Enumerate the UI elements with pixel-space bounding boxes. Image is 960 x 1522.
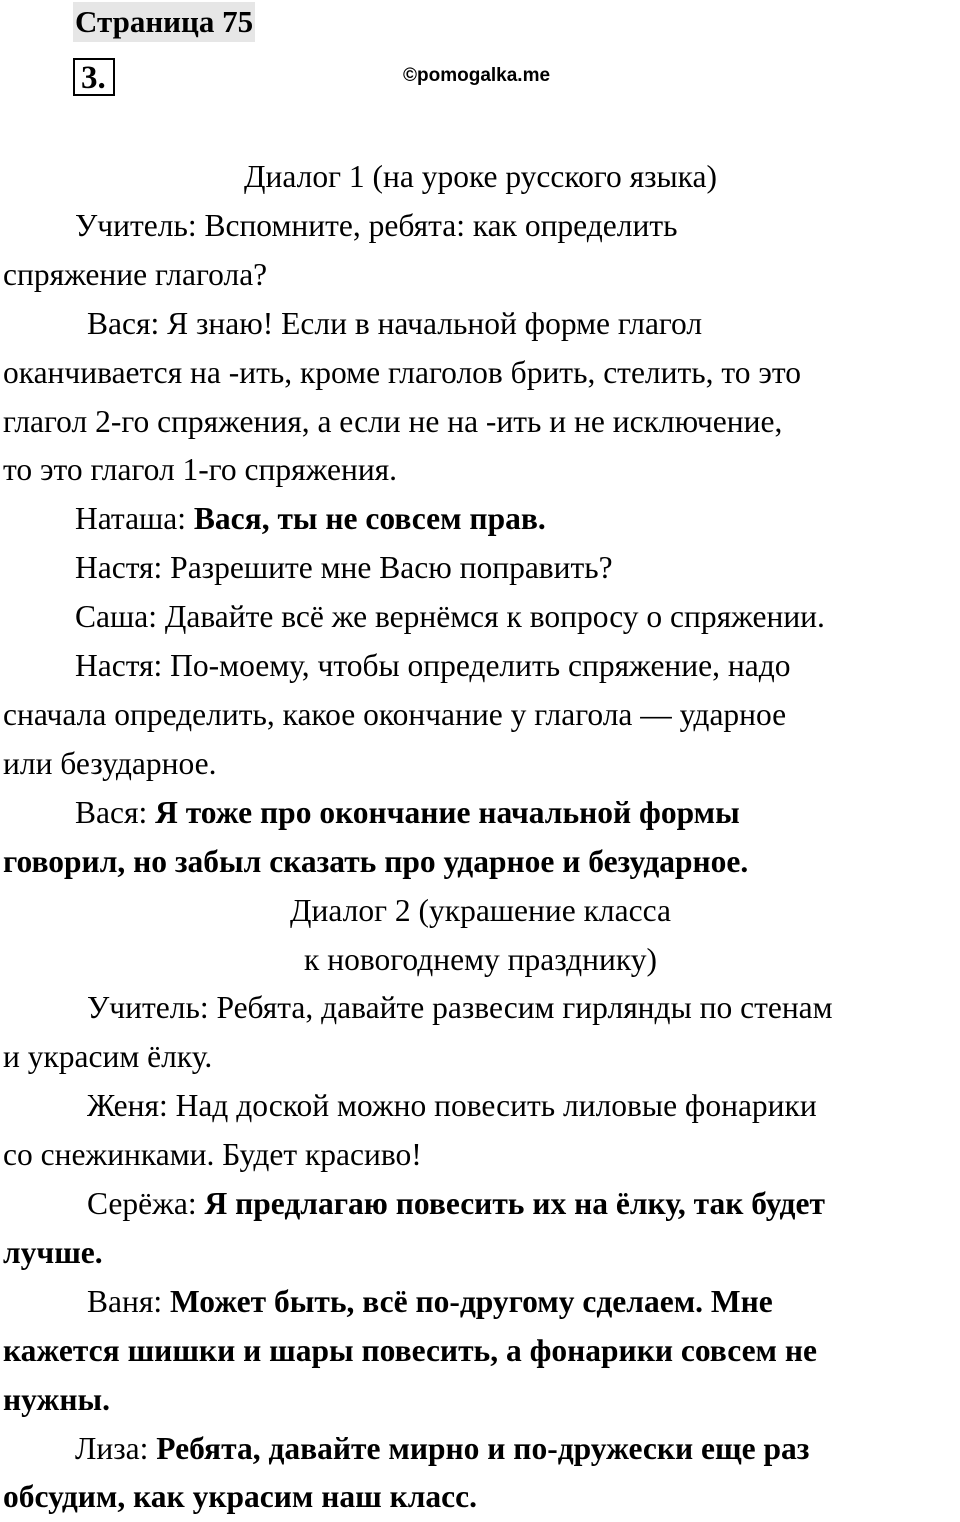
bold-answer: Ребята, давайте мирно и по-дружески еще раз xyxy=(156,1430,810,1466)
dialog2-heading: к новогоднему празднику) xyxy=(304,941,657,977)
speaker-label: Серёжа: xyxy=(87,1186,205,1222)
dialog-line: Учитель: Ребята, давайте развесим гирлянды по стенам xyxy=(87,990,833,1026)
answer-text xyxy=(3,153,958,1522)
dialog-line: со снежинками. Будет красиво! xyxy=(3,1137,422,1173)
bold-answer: Может быть, всё по-другому сделаем. Мне xyxy=(169,1283,773,1319)
speaker-label: Вася: xyxy=(75,794,156,830)
dialog-line: Учитель: Вспомните, ребята: как определить xyxy=(75,207,678,243)
dialog-line: Женя: Над доской можно повесить лиловые фонарики xyxy=(87,1088,817,1124)
dialog2-heading: Диалог 2 (украшение класса xyxy=(290,892,671,928)
dialog-line: Настя: Разрешите мне Васю поправить? xyxy=(75,550,613,586)
bold-answer: Я предлагаю повесить их на ёлку, так будет xyxy=(204,1186,825,1222)
bold-answer: Вася, ты не совсем прав. xyxy=(193,501,546,537)
dialog-line xyxy=(3,1180,958,1229)
dialog-line: глагол 2-го спряжения, а если не на -ить и не исключение, xyxy=(3,403,783,439)
dialog-line: спряжение глагола? xyxy=(3,256,268,292)
dialog-line: или безударное. xyxy=(3,745,217,781)
dialog-line xyxy=(3,1376,958,1425)
dialog-line xyxy=(3,1229,958,1278)
dialog-line xyxy=(3,789,958,838)
dialog-line: Настя: По-моему, чтобы определить спряжение, надо xyxy=(75,648,791,684)
bold-answer: лучше. xyxy=(3,1234,103,1270)
dialog-line: сначала определить, какое окончание у глагола — ударное xyxy=(3,696,787,732)
speaker-label: Наташа: xyxy=(75,501,194,537)
dialog-line xyxy=(3,495,958,544)
bold-answer: нужны. xyxy=(3,1381,110,1417)
page-title: Страница 75 xyxy=(73,2,255,42)
dialog-line: оканчивается на -ить, кроме глаголов брить, стелить, то это xyxy=(3,354,801,390)
dialog-line: и украсим ёлку. xyxy=(3,1039,213,1075)
bold-answer: обсудим, как украсим наш класс. xyxy=(3,1479,477,1515)
dialog-line xyxy=(3,838,958,887)
bold-answer: говорил, но забыл сказать про ударное и безударное. xyxy=(3,843,749,879)
speaker-label: Лиза: xyxy=(75,1430,157,1466)
dialog-line: то это глагол 1-го спряжения. xyxy=(3,452,398,488)
dialog-line: Вася: Я знаю! Если в начальной форме глагол xyxy=(87,305,703,341)
speaker-label: Ваня: xyxy=(87,1283,170,1319)
bold-answer: кажется шишки и шары повесить, а фонарики совсем не xyxy=(3,1332,818,1368)
dialog1-heading: Диалог 1 (на уроке русского языка) xyxy=(244,159,717,194)
dialog-line: Саша: Давайте всё же вернёмся к вопросу о спряжении. xyxy=(75,599,825,635)
dialog-line xyxy=(3,1425,958,1474)
task-number: 3. xyxy=(73,58,115,96)
dialog-line xyxy=(3,1327,958,1376)
bold-answer: Я тоже про окончание начальной формы xyxy=(155,794,740,830)
dialog-line xyxy=(3,1473,958,1522)
watermark: ©pomogalka.me xyxy=(403,65,551,86)
dialog-line xyxy=(3,1278,958,1327)
